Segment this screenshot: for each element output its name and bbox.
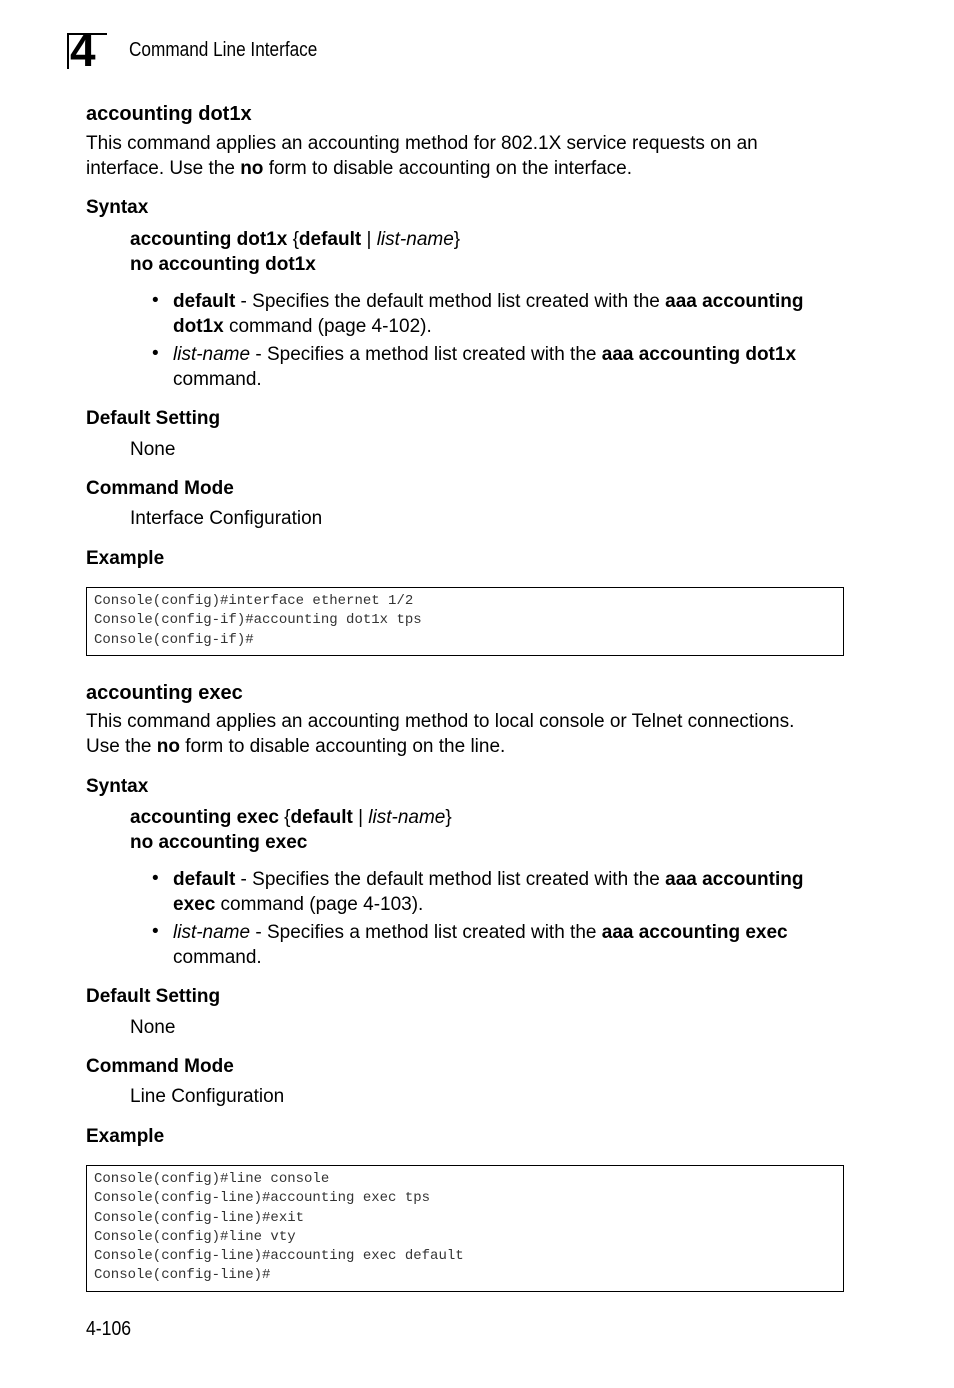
section-description-line2: Use the no form to disable accounting on the line. (86, 736, 506, 757)
bullet-dot: • (152, 343, 159, 364)
default-setting-heading: Default Setting (86, 986, 221, 1007)
section-description-line1: This command applies an accounting method to local console or Telnet connections. (86, 711, 795, 732)
code-line: Console(config)#line console (94, 1171, 330, 1187)
command-mode-heading: Command Mode (86, 1056, 234, 1077)
param-list-name-line2: command. (173, 947, 262, 968)
param-list-name-line1: list-name - Specifies a method list created with the aaa accounting dot1x (173, 344, 797, 365)
command-mode-heading: Command Mode (86, 478, 234, 499)
syntax-no-form: no accounting dot1x (130, 254, 316, 275)
syntax-heading: Syntax (86, 197, 149, 218)
section-title: accounting exec (86, 682, 243, 704)
command-mode-value: Interface Configuration (130, 508, 323, 529)
code-line: Console(config)#line vty (94, 1228, 296, 1245)
default-setting-heading: Default Setting (86, 408, 221, 429)
code-line: Console(config-if)# (94, 631, 254, 648)
param-list-name-line2: command. (173, 369, 262, 390)
section-title: accounting dot1x (86, 103, 252, 125)
chapter-number: 4 (70, 24, 96, 76)
syntax-command: accounting dot1x {default | list-name} (130, 229, 461, 250)
code-line: Console(config-line)#accounting exec default (94, 1248, 464, 1265)
default-setting-value: None (130, 1017, 176, 1038)
code-line: Console(config-line)#accounting exec tps (94, 1190, 431, 1207)
code-line: Console(config-line)#exit (94, 1209, 305, 1226)
chapter-title: Command Line Interface (129, 39, 318, 61)
section-description-line1: This command applies an accounting method for 802.1X service requests on an (86, 133, 758, 154)
code-line: Console(config-line)# (94, 1267, 271, 1284)
param-default-line1: default - Specifies the default method list created with the aaa accounting (173, 869, 804, 890)
syntax-command: accounting exec {default | list-name} (130, 807, 452, 828)
example-heading: Example (86, 1126, 165, 1147)
param-default-line2: exec command (page 4-103). (173, 894, 424, 915)
example-code-block (86, 587, 844, 656)
bullet-dot: • (152, 868, 159, 889)
command-mode-value: Line Configuration (130, 1086, 285, 1107)
param-list-name-line1: list-name - Specifies a method list created with the aaa accounting exec (173, 922, 788, 943)
syntax-heading: Syntax (86, 776, 149, 797)
code-line: Console(config)#interface ethernet 1/2 (94, 593, 414, 609)
page-number: 4-106 (86, 1318, 132, 1340)
bullet-dot: • (152, 921, 159, 942)
param-default-line2: dot1x command (page 4-102). (173, 316, 432, 337)
default-setting-value: None (130, 439, 176, 460)
chapter-box-rule-vertical (67, 33, 69, 69)
param-default-line1: default - Specifies the default method list created with the aaa accounting (173, 291, 804, 312)
syntax-no-form: no accounting exec (130, 832, 308, 853)
example-heading: Example (86, 548, 165, 569)
example-code-block (86, 1165, 844, 1292)
section-description-line2: interface. Use the no form to disable accounting on the interface. (86, 158, 633, 179)
code-line: Console(config-if)#accounting dot1x tps (94, 612, 422, 629)
chapter-number-box (67, 24, 107, 76)
bullet-dot: • (152, 290, 159, 311)
